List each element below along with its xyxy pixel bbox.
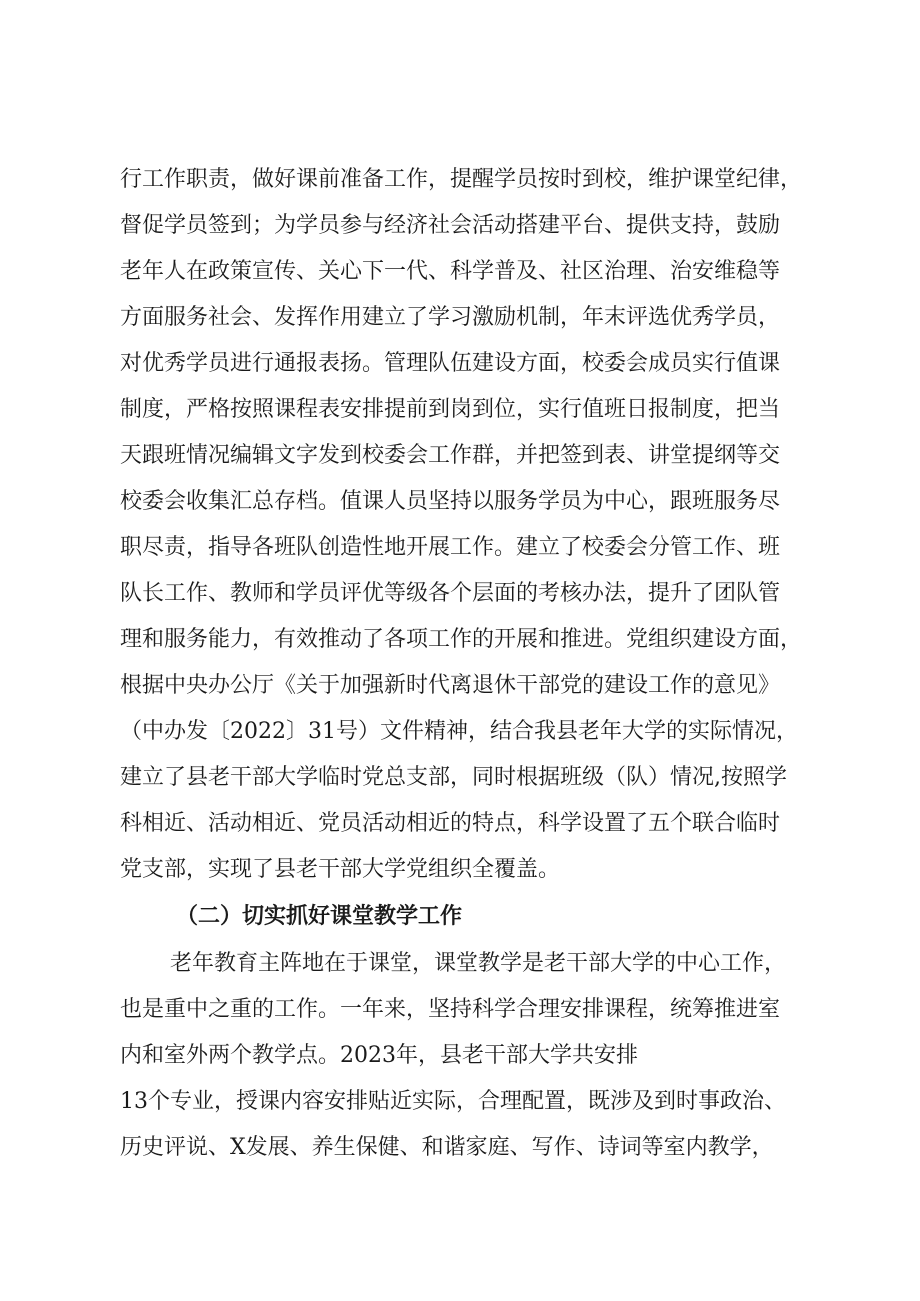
text-line-8: 校委会收集汇总存档。值课人员坚持以服务学员为中心，跟班服务尽	[120, 489, 781, 514]
para2-line-2: 也是重中之重的工作。一年来，坚持科学合理安排课程，统筹推进室	[120, 997, 781, 1022]
para2-line-3: 内和室外两个教学点。2023年，县老干部大学共安排	[120, 1043, 638, 1068]
section-heading: （二）切实抓好课堂教学工作	[176, 904, 463, 929]
para2-line-4: 13个专业，授课内容安排贴近实际，合理配置，既涉及到时事政治、	[120, 1089, 786, 1114]
text-line-1: 行工作职责，做好课前准备工作，提醒学员按时到校，维护课堂纪律，	[120, 167, 803, 192]
text-line-3: 老年人在政策宣传、关心下一代、科学普及、社区治理、治安维稳等	[120, 259, 781, 284]
text-line-10: 队长工作、教师和学员评优等级各个层面的考核办法，提升了团队管	[120, 581, 781, 606]
para2-line-5: 历史评说、X发展、养生保健、和谐家庭、写作、诗词等室内教学，	[120, 1135, 774, 1160]
text-line-11: 理和服务能力，有效推动了各项工作的开展和推进。党组织建设方面，	[120, 627, 803, 652]
text-line-4: 方面服务社会、发挥作用建立了学习激励机制，年末评选优秀学员，	[120, 305, 781, 330]
para2-line-1: 老年教育主阵地在于课堂，课堂教学是老干部大学的中心工作，	[170, 951, 787, 976]
text-line-6: 制度，严格按照课程表安排提前到岗到位，实行值班日报制度，把当	[120, 397, 781, 422]
text-line-12: 根据中央办公厅《关于加强新时代离退休干部党的建设工作的意见》	[120, 673, 781, 698]
text-line-5: 对优秀学员进行通报表扬。管理队伍建设方面，校委会成员实行值课	[120, 351, 781, 376]
text-line-16: 党支部，实现了县老干部大学党组织全覆盖。	[120, 857, 561, 882]
text-line-2: 督促学员签到；为学员参与经济社会活动搭建平台、提供支持，鼓励	[120, 213, 781, 238]
text-line-13: （中办发〔2022〕31号）文件精神，结合我县老年大学的实际情况，	[120, 719, 798, 744]
text-line-9: 职尽责，指导各班队创造性地开展工作。建立了校委会分管工作、班	[120, 535, 781, 560]
text-line-7: 天跟班情况编辑文字发到校委会工作群，并把签到表、讲堂提纲等交	[120, 443, 781, 468]
text-line-14: 建立了县老干部大学临时党总支部，同时根据班级（队）情况,按照学	[120, 765, 787, 790]
text-line-15: 科相近、活动相近、党员活动相近的特点，科学设置了五个联合临时	[120, 811, 781, 836]
